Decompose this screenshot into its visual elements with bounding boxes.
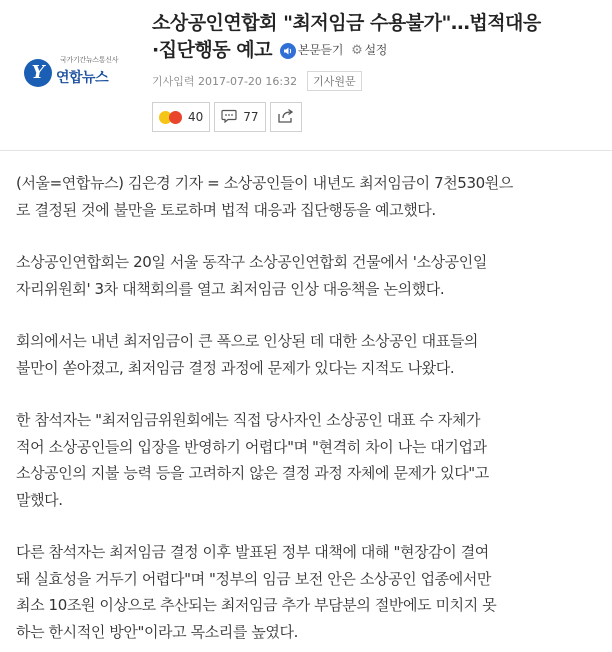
comment-button[interactable] [214,102,265,132]
emotion-count: 40 [188,110,204,124]
listen-button[interactable] [280,37,343,64]
title-line-1: 소상공인연합회 "최저임금 수용불가"…법적대응 [152,12,541,34]
share-button[interactable] [270,102,302,132]
article-paragraph: 회의에서는 내년 최저임금이 큰 폭으로 인상된 데 대한 소상공인 대표들의 불만이 쏟아졌고, 최저임금 결정 과정에 문제가 있다는 지적도 나왔다. [16,332,479,377]
article-title [152,10,602,64]
logo-name: 연합뉴스 [56,70,109,86]
origin-article-button[interactable]: 기사원문 [307,71,362,91]
logo-tagline: 국가기간뉴스통신사 [60,56,119,64]
gear-icon: ⚙ [351,43,363,58]
title-line-2: ·집단행동 예고 [152,39,272,61]
comment-icon [221,109,237,126]
article-paragraph: 한 참석자는 "최저임금위원회에는 직접 당사자인 소상공인 대표 수 자체가 적어 소상공인들의 입장을 반영하기 어렵다"며 "현격히 차이 나는 대기업과 소상공인의 지불 능력 등을 고려하지 않은 결정 과정 자체에 문제가 있다"고 말했다. [16,411,489,509]
emotion-button[interactable] [152,102,210,132]
article-body [16,170,606,652]
article-header [0,0,612,140]
article-timestamp: 기사입력 2017-07-20 16:32 [152,75,298,88]
article-paragraph: (서울=연합뉴스) 김은경 기자 = 소상공인들이 내년도 최저임금이 7천530원으 로 결정된 것에 불만을 토로하며 법적 대응과 집단행동을 예고했다. [16,174,513,219]
angry-emoji-icon [169,111,182,124]
settings-button[interactable] [351,37,387,64]
header-divider [0,150,612,151]
listen-label: 본문듣기 [297,43,344,57]
yonhap-logo-icon: Y [24,59,52,87]
share-icon [277,108,295,127]
publisher-logo[interactable] [24,55,124,91]
reaction-bar [152,102,306,132]
article-meta [152,71,362,91]
comment-count: 77 [243,110,259,124]
article-paragraph: 소상공인연합회는 20일 서울 동작구 소상공인연합회 건물에서 '소상공인일 자리위원회' 3차 대책회의를 열고 최저임금 인상 대응책을 논의했다. [16,253,487,298]
article-paragraph: 다른 참석자는 최저임금 결정 이후 발표된 정부 대책에 대해 "현장감이 결여 돼 실효성을 거두기 어렵다"며 "정부의 임금 보전 안은 소상공인 업종에서만 최소 10조원 이상으로 추산되는 최저임금 추가 부담분의 절반에도 미치지 못 하는 한시적인 방안"이라고 목소리를 높였다. [16,543,497,641]
speaker-icon [280,43,296,59]
settings-label: 설정 [364,43,388,57]
